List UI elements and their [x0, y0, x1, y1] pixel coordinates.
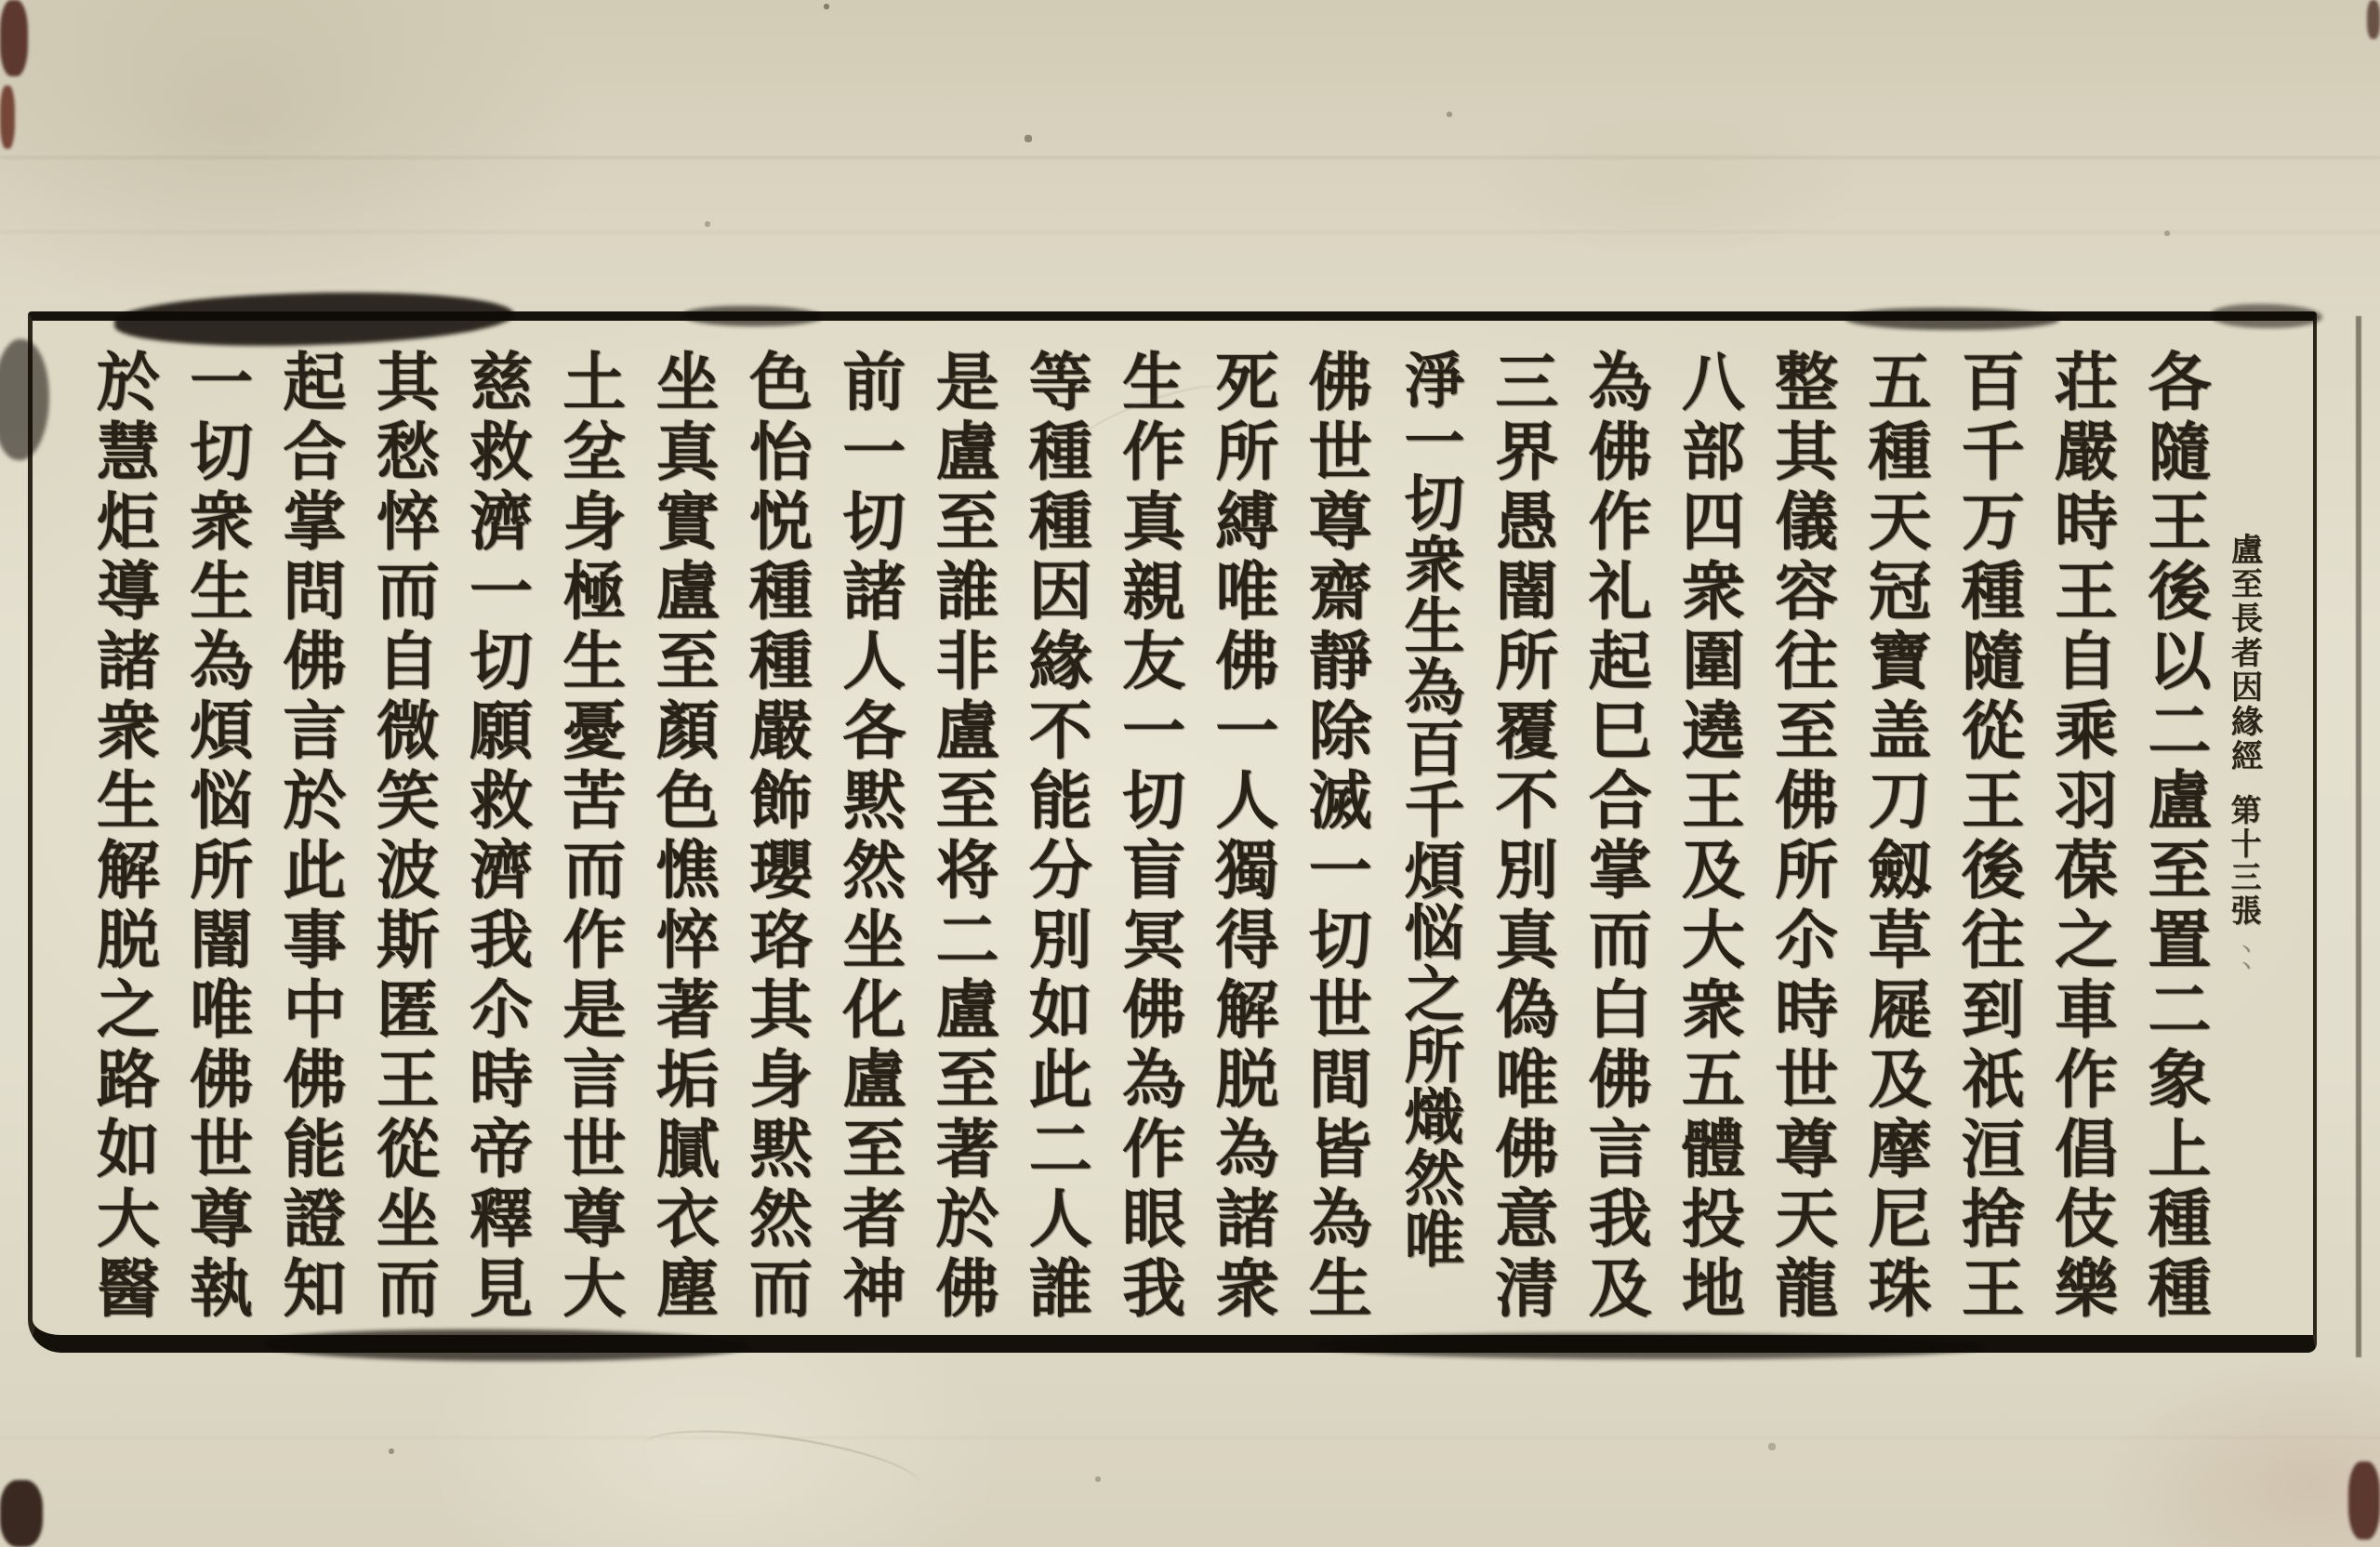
paper-crease	[0, 1436, 2380, 1439]
page-fold-line	[2356, 316, 2361, 1357]
text-column: 一切衆生為煩悩所闇唯佛世尊執	[178, 349, 254, 1325]
sheet-number: 第十三張	[2226, 794, 2263, 928]
text-column: 等種種因緣不能分別如此二人誰	[1018, 349, 1093, 1325]
scan-mark	[0, 1480, 43, 1547]
text-column: 是盧至誰非盧至将二盧至著於佛	[924, 349, 999, 1325]
text-column: 土坌身極生憂苦而作是言世尊大	[551, 349, 627, 1325]
sutra-columns	[33, 321, 2313, 1335]
collation-marks: 丶丶	[2235, 941, 2254, 974]
text-column: 三界愚闇所覆不別真偽唯佛意清	[1484, 349, 1559, 1325]
sutra-title: 盧至長者因緣經	[2225, 533, 2263, 774]
text-frame	[28, 311, 2317, 1353]
scan-mark	[2348, 1461, 2380, 1540]
text-column: 佛世尊齋靜除滅一切世間皆為生	[1298, 349, 1373, 1325]
text-column: 慈救濟一切願救濟我尒時帝釋見	[458, 349, 534, 1325]
text-column: 淨一切衆生為百千煩悩之所熾然唯	[1393, 349, 1464, 1269]
scan-mark	[0, 86, 15, 149]
text-column: 八部四衆圍遶王及大衆五體投地	[1671, 349, 1746, 1325]
text-column: 起合掌問佛言於此事中佛能證知	[271, 349, 347, 1325]
text-column: 百千万種隨從王後往到祇洹捨王	[1950, 349, 2026, 1325]
text-column: 五種天冠寶盖刀劔草屣及摩尼珠	[1857, 349, 1932, 1325]
text-column: 荘嚴時王自乘羽葆之車作倡伎樂	[2043, 349, 2119, 1325]
scan-mark	[2367, 0, 2380, 39]
ink-smudge	[1316, 1333, 1985, 1359]
text-column: 色怡悦種種嚴飾瓔珞其身黙然而	[738, 349, 813, 1325]
sheet-title-column	[2224, 533, 2265, 974]
paper-crease	[0, 156, 2380, 159]
text-column: 其愁悴而自微笑波斯匿王從坐而	[365, 349, 441, 1325]
text-column: 前一切諸人各黙然坐化盧至者神	[831, 349, 906, 1325]
scan-mark	[0, 0, 28, 76]
text-column: 坐真實盧至顏色憔悴著垢膩衣塵	[645, 349, 721, 1325]
paper-crease	[0, 231, 2380, 233]
text-column: 死所縛唯佛一人獨得解脱為諸衆	[1204, 349, 1279, 1325]
paper-specks	[0, 0, 2, 2]
text-column: 各隨王後以二盧至置二象上種種	[2136, 349, 2212, 1325]
text-column: 為佛作礼起巳合掌而白佛言我及	[1578, 349, 1653, 1325]
paper-fiber	[639, 1417, 923, 1513]
text-column: 生作真親友一切盲冥佛為作眼我	[1111, 349, 1186, 1325]
text-column: 於慧炬導諸衆生解脱之路如大醫	[86, 349, 161, 1325]
text-column: 整其儀容往至佛所尒時世尊天龍	[1764, 349, 1839, 1325]
